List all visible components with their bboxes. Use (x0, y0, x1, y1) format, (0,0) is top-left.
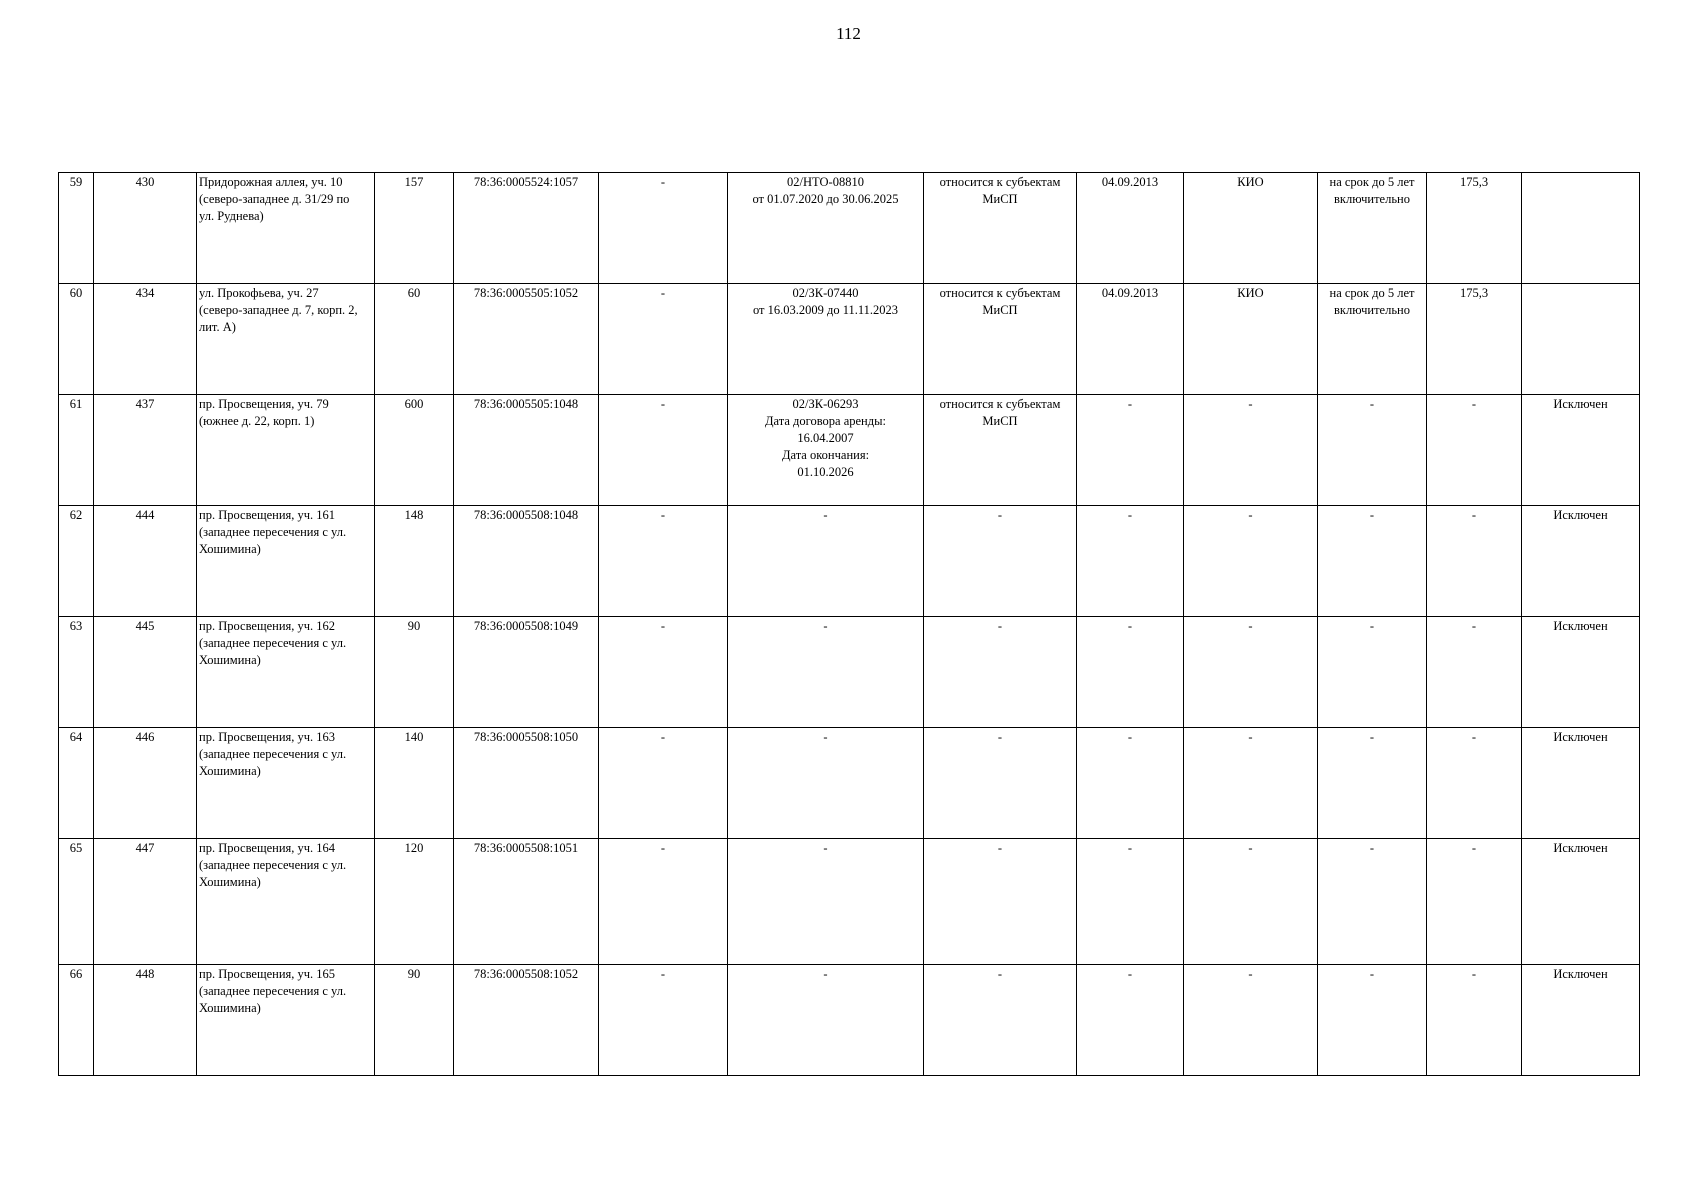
cell-object-id: 434 (94, 284, 197, 395)
address-line: Хошимина) (199, 875, 261, 889)
address-line: лит. А) (199, 320, 236, 334)
cell-cadastral-number: 78:36:0005505:1048 (454, 395, 599, 506)
cell-organization: - (1184, 617, 1318, 728)
contract-line: Дата договора аренды: (765, 414, 886, 428)
contract-line: 02/ЗК-07440 (792, 286, 859, 300)
address-line: (западнее пересечения с ул. (199, 636, 347, 650)
cell-area: 148 (375, 506, 454, 617)
cell-row-number: 59 (59, 173, 94, 284)
cell-column-6: - (599, 284, 728, 395)
cell-rate: - (1427, 617, 1522, 728)
address-line: пр. Просвещения, уч. 163 (199, 730, 336, 744)
cell-note: Исключен (1522, 395, 1640, 506)
address-line: (южнее д. 22, корп. 1) (199, 414, 315, 428)
cell-area: 157 (375, 173, 454, 284)
address-line: Хошимина) (199, 542, 261, 556)
table-row (59, 965, 1640, 1076)
cell-note: Исключен (1522, 839, 1640, 965)
cell-organization: - (1184, 965, 1318, 1076)
cell-column-6: - (599, 728, 728, 839)
cell-organization: - (1184, 506, 1318, 617)
cell-organization: - (1184, 728, 1318, 839)
address-line: пр. Просвещения, уч. 161 (199, 508, 336, 522)
table-row (59, 284, 1640, 395)
cell-cadastral-number: 78:36:0005508:1049 (454, 617, 599, 728)
cell-rate: - (1427, 839, 1522, 965)
cell-contract: - (728, 728, 924, 839)
cell-address (197, 506, 375, 617)
cell-row-number: 65 (59, 839, 94, 965)
cell-column-6: - (599, 965, 728, 1076)
cell-smsp-status: - (924, 506, 1077, 617)
address-line: Хошимина) (199, 1001, 261, 1015)
cell-contract (728, 284, 924, 395)
cell-date: 04.09.2013 (1077, 284, 1184, 395)
cell-object-id: 430 (94, 173, 197, 284)
contract-line: от 16.03.2009 до 11.11.2023 (752, 303, 899, 317)
cell-smsp-status (924, 395, 1077, 506)
smsp-line: относится к субъектам (939, 397, 1061, 411)
cell-cadastral-number: 78:36:0005508:1048 (454, 506, 599, 617)
cell-term: - (1318, 965, 1427, 1076)
cell-term (1318, 173, 1427, 284)
cell-rate: 175,3 (1427, 173, 1522, 284)
page-number: 112 (836, 24, 861, 43)
address-line: (северо-западнее д. 7, корп. 2, (199, 303, 358, 317)
cell-row-number: 60 (59, 284, 94, 395)
cell-smsp-status: - (924, 617, 1077, 728)
table-row (59, 506, 1640, 617)
cell-date: - (1077, 395, 1184, 506)
contract-line: Дата окончания: (781, 448, 870, 462)
cell-contract: - (728, 839, 924, 965)
cell-object-id: 445 (94, 617, 197, 728)
address-line: (западнее пересечения с ул. (199, 984, 347, 998)
cell-area: 140 (375, 728, 454, 839)
address-line: пр. Просвещения, уч. 164 (199, 841, 336, 855)
cell-row-number: 62 (59, 506, 94, 617)
cell-contract: - (728, 965, 924, 1076)
cell-rate: - (1427, 728, 1522, 839)
cell-note: Исключен (1522, 728, 1640, 839)
cell-term: - (1318, 617, 1427, 728)
cell-area: 90 (375, 965, 454, 1076)
cell-term: - (1318, 728, 1427, 839)
cell-note: Исключен (1522, 965, 1640, 1076)
cell-term: - (1318, 395, 1427, 506)
contract-line: 02/НТО-08810 (787, 175, 864, 189)
table-row (59, 839, 1640, 965)
cell-area: 120 (375, 839, 454, 965)
smsp-line: относится к субъектам (939, 175, 1061, 189)
cell-smsp-status: - (924, 965, 1077, 1076)
smsp-line: МиСП (982, 192, 1018, 206)
contract-line: от 01.07.2020 до 30.06.2025 (752, 192, 899, 206)
cell-smsp-status (924, 284, 1077, 395)
contract-line: 16.04.2007 (797, 431, 854, 445)
registry-table (58, 172, 1640, 1076)
cell-address (197, 617, 375, 728)
cell-rate: - (1427, 965, 1522, 1076)
cell-rate: 175,3 (1427, 284, 1522, 395)
address-line: ул. Руднева) (199, 209, 264, 223)
cell-organization: - (1184, 395, 1318, 506)
cell-object-id: 444 (94, 506, 197, 617)
term-line: включительно (1334, 303, 1410, 317)
smsp-line: относится к субъектам (939, 286, 1061, 300)
address-line: пр. Просвещения, уч. 79 (199, 397, 329, 411)
cell-date: - (1077, 506, 1184, 617)
cell-address (197, 395, 375, 506)
cell-contract (728, 395, 924, 506)
cell-term: - (1318, 506, 1427, 617)
table-row (59, 617, 1640, 728)
cell-cadastral-number: 78:36:0005508:1052 (454, 965, 599, 1076)
cell-contract: - (728, 506, 924, 617)
address-line: пр. Просвещения, уч. 162 (199, 619, 336, 633)
cell-object-id: 446 (94, 728, 197, 839)
cell-cadastral-number: 78:36:0005508:1051 (454, 839, 599, 965)
cell-term: - (1318, 839, 1427, 965)
term-line: на срок до 5 лет (1329, 175, 1415, 189)
cell-cadastral-number: 78:36:0005505:1052 (454, 284, 599, 395)
cell-smsp-status: - (924, 728, 1077, 839)
cell-term (1318, 284, 1427, 395)
cell-rate: - (1427, 395, 1522, 506)
cell-address (197, 173, 375, 284)
cell-row-number: 61 (59, 395, 94, 506)
cell-smsp-status (924, 173, 1077, 284)
cell-column-6: - (599, 506, 728, 617)
address-line: пр. Просвещения, уч. 165 (199, 967, 336, 981)
cell-area: 90 (375, 617, 454, 728)
smsp-line: МиСП (982, 303, 1018, 317)
contract-line: 02/ЗК-06293 (792, 397, 859, 411)
cell-column-6: - (599, 395, 728, 506)
cell-row-number: 64 (59, 728, 94, 839)
table-row (59, 173, 1640, 284)
cell-contract: - (728, 617, 924, 728)
cell-column-6: - (599, 173, 728, 284)
term-line: включительно (1334, 192, 1410, 206)
cell-date: - (1077, 839, 1184, 965)
cell-address (197, 965, 375, 1076)
cell-note (1522, 284, 1640, 395)
cell-address (197, 839, 375, 965)
cell-note (1522, 173, 1640, 284)
cell-row-number: 66 (59, 965, 94, 1076)
cell-object-id: 437 (94, 395, 197, 506)
cell-object-id: 447 (94, 839, 197, 965)
cell-rate: - (1427, 506, 1522, 617)
address-line: Хошимина) (199, 653, 261, 667)
cell-date: - (1077, 965, 1184, 1076)
smsp-line: МиСП (982, 414, 1018, 428)
cell-contract (728, 173, 924, 284)
address-line: Хошимина) (199, 764, 261, 778)
cell-address (197, 728, 375, 839)
address-line: ул. Прокофьева, уч. 27 (199, 286, 319, 300)
address-line: (северо-западнее д. 31/29 по (199, 192, 350, 206)
table-row (59, 395, 1640, 506)
cell-organization: КИО (1184, 173, 1318, 284)
cell-row-number: 63 (59, 617, 94, 728)
address-line: Придорожная аллея, уч. 10 (199, 175, 343, 189)
cell-organization: - (1184, 839, 1318, 965)
cell-address (197, 284, 375, 395)
cell-note: Исключен (1522, 617, 1640, 728)
cell-cadastral-number: 78:36:0005524:1057 (454, 173, 599, 284)
address-line: (западнее пересечения с ул. (199, 747, 347, 761)
cell-date: - (1077, 728, 1184, 839)
cell-organization: КИО (1184, 284, 1318, 395)
cell-column-6: - (599, 617, 728, 728)
cell-date: 04.09.2013 (1077, 173, 1184, 284)
contract-line: 01.10.2026 (797, 465, 854, 479)
table-row (59, 728, 1640, 839)
table-body (59, 173, 1640, 1076)
address-line: (западнее пересечения с ул. (199, 858, 347, 872)
cell-object-id: 448 (94, 965, 197, 1076)
cell-smsp-status: - (924, 839, 1077, 965)
address-line: (западнее пересечения с ул. (199, 525, 347, 539)
cell-date: - (1077, 617, 1184, 728)
cell-area: 60 (375, 284, 454, 395)
cell-note: Исключен (1522, 506, 1640, 617)
cell-cadastral-number: 78:36:0005508:1050 (454, 728, 599, 839)
cell-column-6: - (599, 839, 728, 965)
cell-area: 600 (375, 395, 454, 506)
term-line: на срок до 5 лет (1329, 286, 1415, 300)
